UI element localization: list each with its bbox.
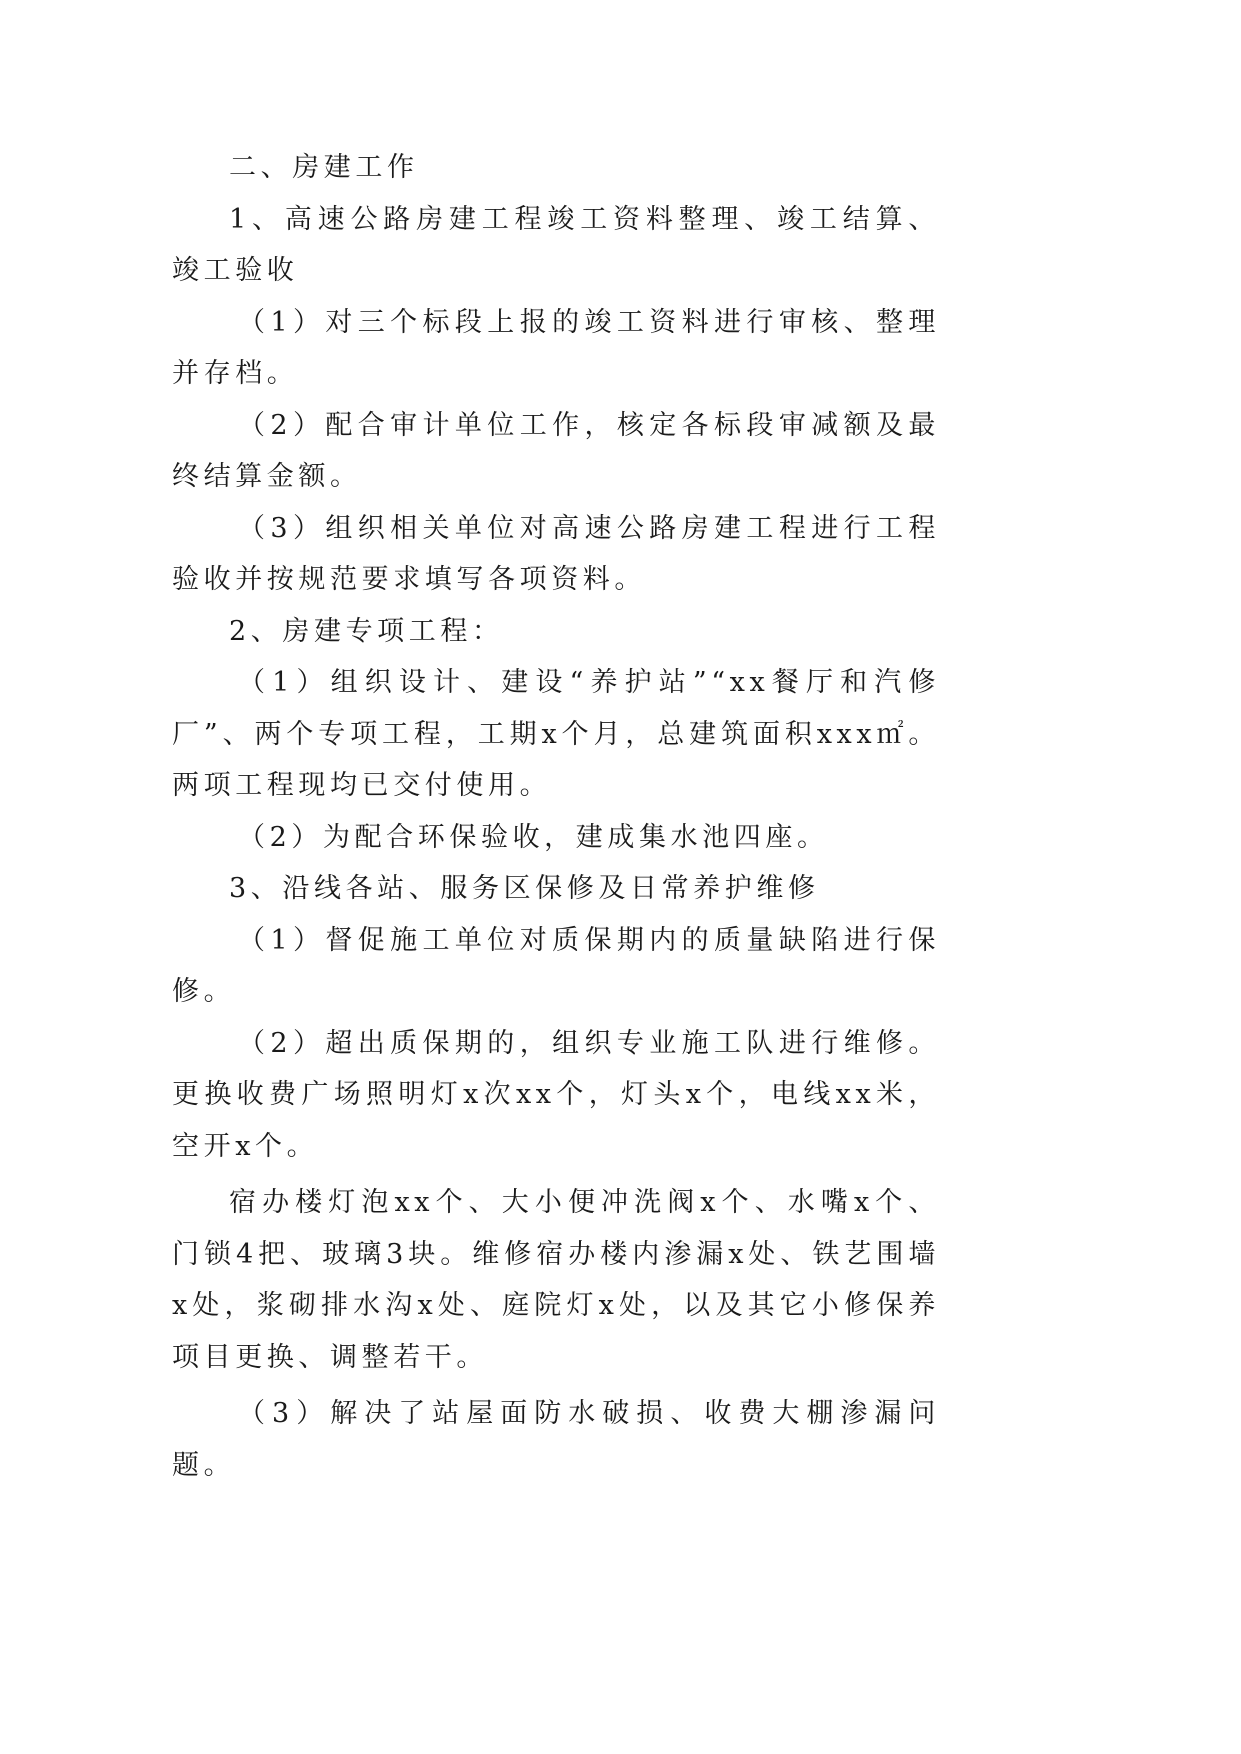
paragraph-item: （3）解决了站屋面防水破损、收费大棚渗漏问题。 <box>172 1398 940 1481</box>
document-body <box>172 142 940 1491</box>
paragraph-item: （2）配合审计单位工作，核定各标段审减额及最终结算金额。 <box>172 409 940 492</box>
paragraph-item: （1）对三个标段上报的竣工资料进行审核、整理并存档。 <box>172 306 940 389</box>
paragraph-body: 宿办楼灯泡xx个、大小便冲洗阀x个、水嘴x个、门锁4把、玻璃3块。维修宿办楼内渗漏x处、铁艺围墙x处，浆砌排水沟x处、庭院灯x处，以及其它小修保养项目更换、调整若干。 <box>172 1187 940 1373</box>
paragraph-item: （2）为配合环保验收，建成集水池四座。 <box>238 821 829 853</box>
subsection-heading-maintenance: 3、沿线各站、服务区保修及日常养护维修 <box>229 873 820 904</box>
paragraph-item: （1）组织设计、建设“养护站”“xx餐厅和汽修厂”、两个专项工程，工期x个月，总建筑面积xxx㎡。两项工程现均已交付使用。 <box>172 667 940 801</box>
section-heading-housing-work: 二、房建工作 <box>229 152 419 183</box>
subsection-heading-special-projects: 2、房建专项工程： <box>229 615 504 647</box>
paragraph-item: （2）超出质保期的，组织专业施工队进行维修。更换收费广场照明灯x次xx个，灯头x个，电线xx米，空开x个。 <box>172 1027 940 1162</box>
paragraph-item: （3）组织相关单位对高速公路房建工程进行工程验收并按规范要求填写各项资料。 <box>172 512 940 595</box>
subsection-heading-completion: 1、高速公路房建工程竣工资料整理、竣工结算、竣工验收 <box>172 203 940 286</box>
paragraph-item: （1）督促施工单位对质保期内的质量缺陷进行保修。 <box>172 924 940 1007</box>
